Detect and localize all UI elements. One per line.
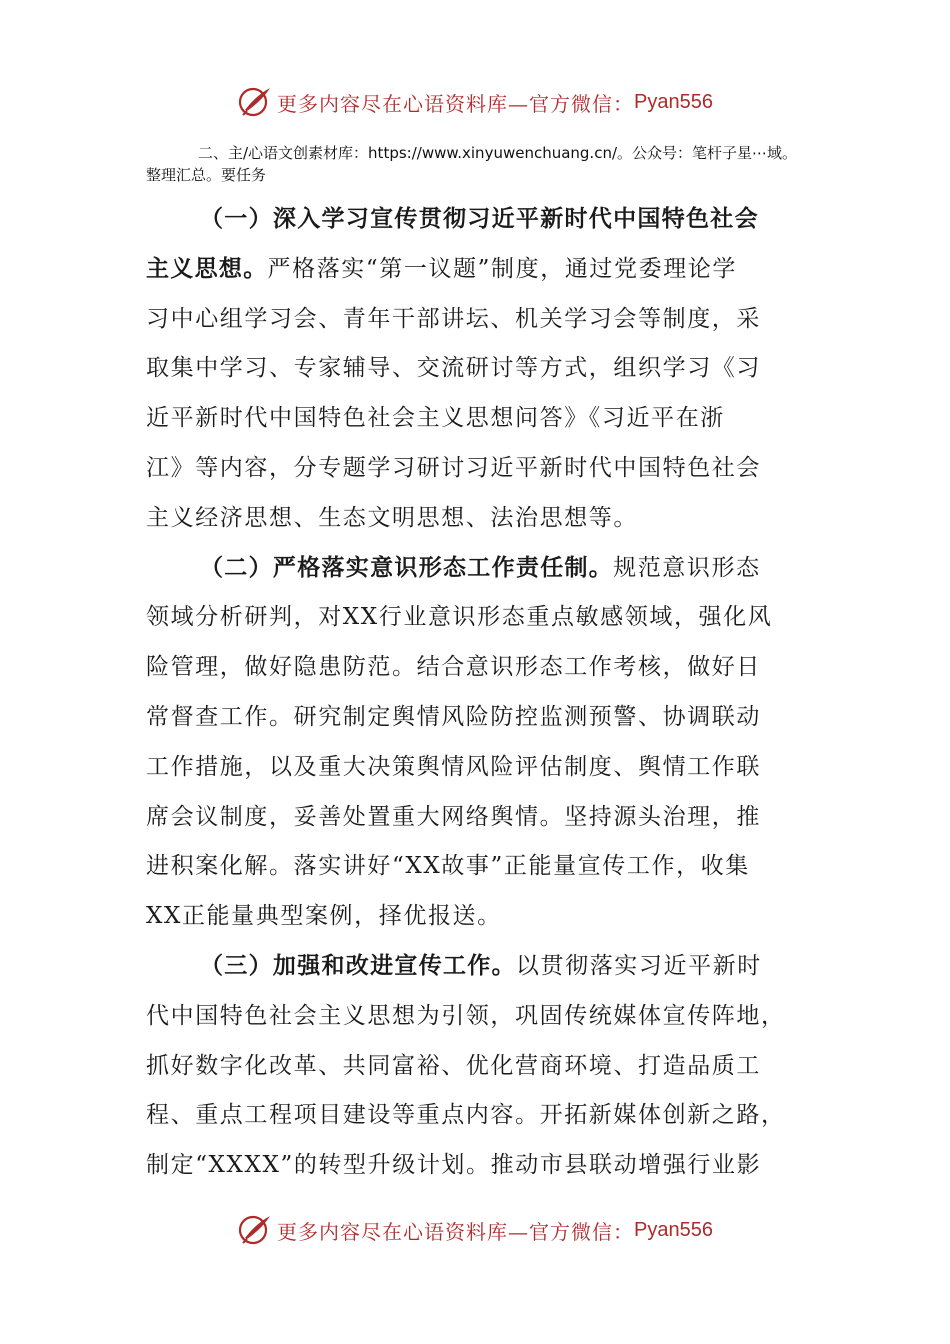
paragraph-line	[146, 750, 761, 784]
paragraph-text: 制定“XXXX”的转型升级计划。推动市县联动增强行业影	[146, 1152, 762, 1178]
paragraph-line	[146, 1049, 761, 1083]
section-heading: （一）深入学习宣传贯彻习近平新时代中国特色社会	[200, 206, 759, 232]
section-heading: （三）加强和改进宣传工作。	[200, 953, 516, 979]
paragraph-text: 程、重点工程项目建设等重点内容。开拓新媒体创新之路，	[146, 1102, 786, 1128]
paragraph-text: 以贯彻落实习近平新时	[515, 953, 762, 979]
watermark-banner-top	[0, 82, 950, 122]
paragraph-text: 主义经济思想、生态文明思想、法治思想等。	[146, 505, 638, 531]
paragraph-text: XX正能量典型案例，择优报送。	[146, 903, 502, 929]
paragraph-text: 习中心组学习会、青年干部讲坛、机关学习会等制度，采	[146, 306, 761, 332]
paragraph-text: 江》等内容，分专题学习研讨习近平新时代中国特色社会	[146, 455, 761, 481]
watermark-text: 更多内容尽在心语资料库—官方微信：	[277, 1219, 635, 1244]
paragraph-text: 取集中学习、专家辅导、交流研讨等方式，组织学习《习	[146, 355, 761, 381]
paragraph-text: 抓好数字化改革、共同富裕、优化营商环境、打造品质工	[146, 1053, 761, 1079]
paragraph-line	[146, 351, 761, 385]
source-note	[146, 142, 806, 186]
watermark-wechat-id: Pyan556	[634, 1218, 713, 1241]
paragraph-line	[146, 302, 761, 336]
quill-logo-icon	[237, 1212, 273, 1248]
source-note-text: 二、主/心语文创素材库：https://www.xinyuwenchuang.cn/。公众号：笔杆子星⋯域。整理汇总。要任务	[146, 144, 798, 184]
paragraph-text: 领域分析研判，对XX行业意识形态重点敏感领域，强化风	[146, 604, 773, 630]
paragraph-text: 严格落实“第一议题”制度，通过党委理论学	[267, 256, 738, 282]
watermark-text: 更多内容尽在心语资料库—官方微信：	[277, 91, 635, 116]
paragraph-line	[200, 202, 759, 236]
paragraph-text: 工作措施，以及重大决策舆情风险评估制度、舆情工作联	[146, 754, 761, 780]
paragraph-line	[146, 849, 750, 883]
paragraph-text: 近平新时代中国特色社会主义思想问答》《习近平在浙	[146, 405, 725, 431]
paragraph-line	[146, 899, 502, 933]
watermark-banner-bottom	[0, 1210, 950, 1250]
paragraph-line	[200, 949, 762, 983]
paragraph-line	[146, 252, 737, 286]
paragraph-line	[200, 551, 761, 585]
paragraph-text: 规范意识形态	[613, 555, 761, 581]
paragraph-line	[146, 501, 638, 535]
paragraph-line	[146, 999, 786, 1033]
paragraph-line	[146, 1148, 761, 1182]
quill-logo-icon	[237, 84, 273, 120]
paragraph-text: 险管理，做好隐患防范。结合意识形态工作考核，做好日	[146, 654, 761, 680]
paragraph-line	[146, 451, 761, 485]
paragraph-line	[146, 600, 772, 634]
section-heading: （二）严格落实意识形态工作责任制。	[200, 555, 614, 581]
paragraph-line	[146, 401, 725, 435]
watermark-wechat-id: Pyan556	[634, 90, 713, 113]
paragraph-text: 席会议制度，妥善处置重大网络舆情。坚持源头治理，推	[146, 804, 761, 830]
paragraph-text: 常督查工作。研究制定舆情风险防控监测预警、协调联动	[146, 704, 761, 730]
paragraph-line	[146, 650, 761, 684]
paragraph-line	[146, 800, 761, 834]
paragraph-text: 进积案化解。落实讲好“XX故事”正能量宣传工作，收集	[146, 853, 750, 879]
section-heading: 主义思想。	[146, 256, 268, 282]
paragraph-line	[146, 700, 761, 734]
paragraph-line	[146, 1098, 786, 1132]
paragraph-text: 代中国特色社会主义思想为引领，巩固传统媒体宣传阵地，	[146, 1003, 786, 1029]
